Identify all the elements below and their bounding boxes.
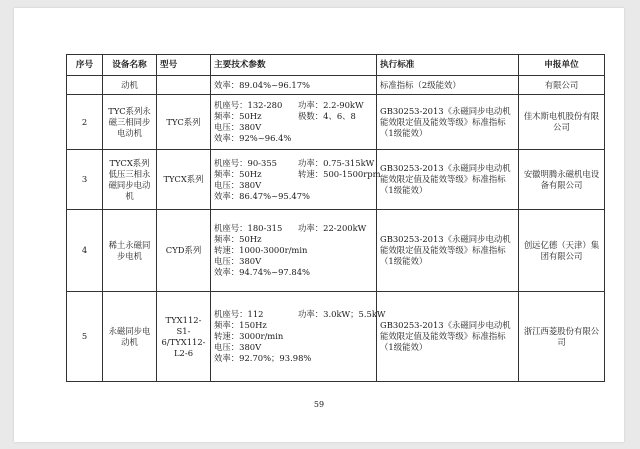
spec-speed: 转速：3000r/min [214,331,284,341]
cell-model: TYX112-S1-6/TYX112-L2-6 [157,292,211,382]
cell-applicant: 浙江西菱股份有限公司 [519,292,605,382]
header-device-name: 设备名称 [103,55,157,76]
spec-frame: 机座号：180-315 [214,223,283,233]
spec-speed: 转速：1000-3000r/min [214,245,308,255]
spec-efficiency: 效率：94.74%~97.84% [214,267,311,277]
spec-efficiency: 效率：92%~96.4% [214,133,292,143]
cell-standard: GB30253-2013《永磁同步电动机能效限定值及能效等级》标准指标（1级能效） [377,292,519,382]
cell-serial: 4 [67,210,103,292]
cell-applicant: 创远亿德（天津）集团有限公司 [519,210,605,292]
spec-frame: 机座号：90-355 [214,157,277,168]
spec-voltage: 电压：380V [214,179,262,190]
cell-model: TYCX系列 [157,150,211,210]
cell-applicant: 安徽明腾永磁机电设备有限公司 [519,150,605,210]
cell-applicant: 有限公司 [519,76,605,95]
spec-frequency: 频率：150Hz [214,320,267,330]
spec-frequency: 频率：50Hz [214,168,262,179]
cell-device-name: 动机 [103,76,157,95]
spec-voltage: 电压：380V [214,256,262,266]
table-row [67,292,605,382]
table-header-row [67,55,605,76]
cell-device-name: TYC系列永磁三相同步电动机 [103,95,157,150]
header-standard: 执行标准 [377,55,519,76]
table-row [67,150,605,210]
spec-power: 功率：3.0kW；5.5kW [298,309,386,319]
cell-standard: GB30253-2013《永磁同步电动机能效限定值及能效等级》标准指标（1级能效） [377,150,519,210]
equipment-table [66,54,605,382]
spec-efficiency: 效率：86.47%~95.47% [214,190,311,201]
cell-standard: 标准指标（2级能效） [377,76,519,95]
spec-power: 功率：0.75-315kW [298,157,375,168]
cell-device-name: 永磁同步电动机 [103,292,157,382]
cell-spec [211,150,381,210]
cell-applicant: 佳木斯电机股份有限公司 [519,95,605,150]
cell-standard: GB30253-2013《永磁同步电动机能效限定值及能效等级》标准指标（1级能效） [377,95,519,150]
header-serial: 序号 [67,55,103,76]
spec-efficiency: 效率：92.70%；93.98% [214,353,312,363]
cell-spec [211,210,377,292]
spec-voltage: 电压：380V [214,342,262,352]
cell-spec [211,292,386,382]
spec-frame: 机座号：112 [214,309,264,319]
cell-device-name: 稀土永磁同步电机 [103,210,157,292]
spec-power: 功率：22-200kW [298,223,367,233]
table-row [67,95,605,150]
header-tech-params: 主要技术参数 [211,55,377,76]
cell-serial: 3 [67,150,103,210]
spec-frame: 机座号：132-280 [214,100,283,110]
document-page [14,8,624,442]
cell-serial: 5 [67,292,103,382]
cell-serial: 2 [67,95,103,150]
cell-model: TYC系列 [157,95,211,150]
cell-spec [211,95,377,150]
cell-serial [67,76,103,95]
header-model: 型号 [157,55,211,76]
cell-spec [211,76,377,95]
spec-poles: 极数：4、6、8 [298,111,356,121]
spec-frequency: 频率：50Hz [214,111,262,121]
spec-speed: 转速：500-1500rpm [298,168,381,179]
cell-model: CYD系列 [157,210,211,292]
cell-device-name: TYCX系列低压三相永磁同步电动机 [103,150,157,210]
spec-power: 功率：2.2-90kW [298,100,364,110]
cell-model [157,76,211,95]
page-number: 59 [313,400,325,409]
spec-voltage: 电压：380V [214,122,262,132]
table-row [67,210,605,292]
header-applicant: 申报单位 [519,55,605,76]
cell-standard: GB30253-2013《永磁同步电动机能效限定值及能效等级》标准指标（1级能效） [377,210,519,292]
table-row [67,76,605,95]
spec-frequency: 频率：50Hz [214,234,262,244]
spec-line: 效率：89.04%~96.17% [214,79,311,90]
